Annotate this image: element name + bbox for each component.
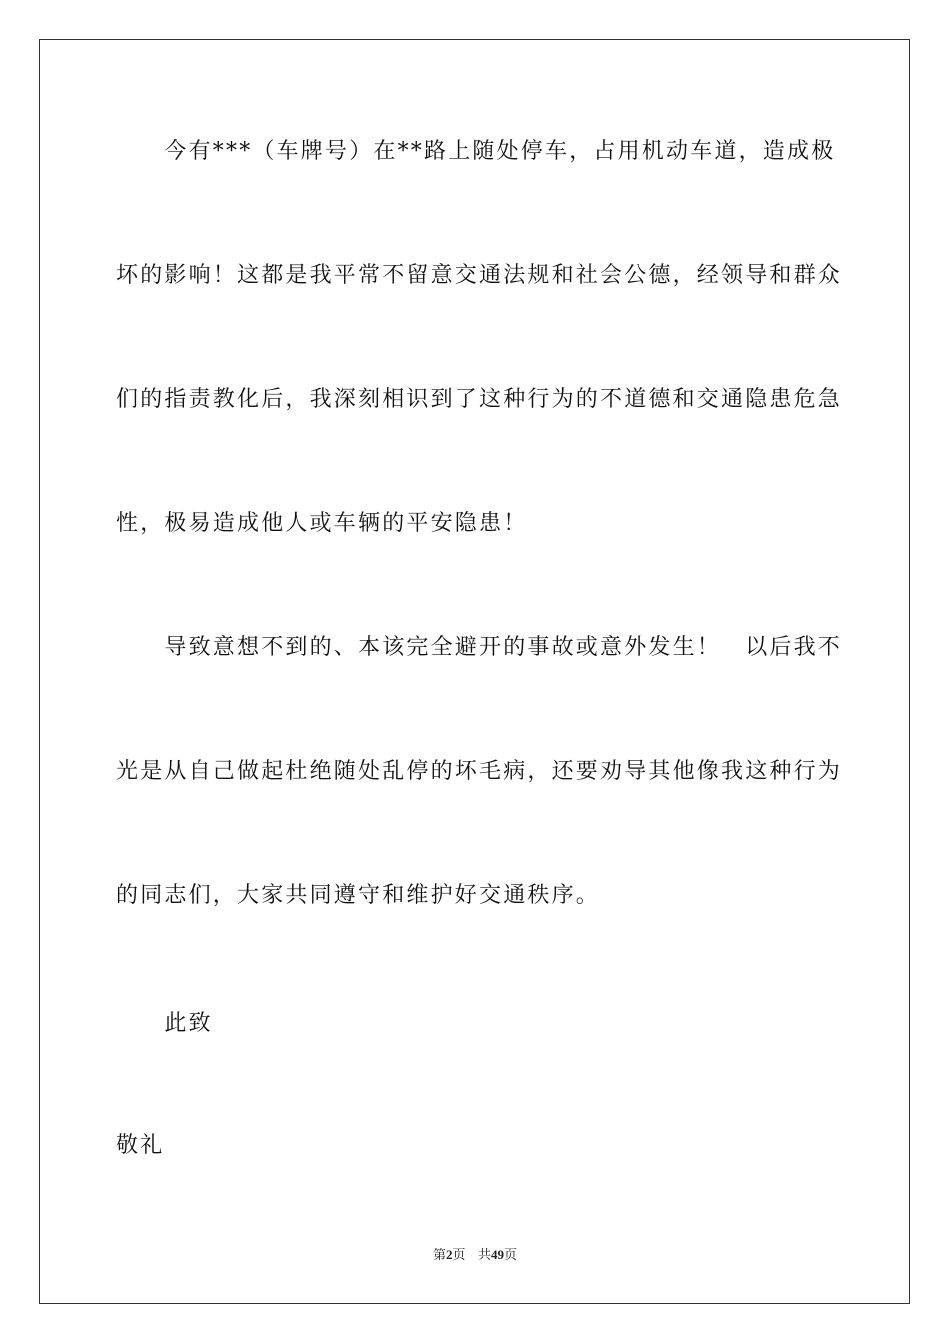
closing-salutation: 此致	[116, 1011, 213, 1036]
body-line-7: 的同志们，大家共同遵守和维护好交通秩序。	[116, 883, 601, 908]
body-line-3: 们的指责教化后，我深刻相识到了这种行为的不道德和交通隐患危急	[116, 387, 843, 412]
body-line-5: 导致意想不到的、本该完全避开的事故或意外发生！ 以后我不	[116, 635, 843, 660]
body-line-6: 光是从自己做起杜绝随处乱停的坏毛病，还要劝导其他像我这种行为	[116, 759, 843, 784]
total-pages: 49	[490, 1247, 504, 1262]
page-suffix: 页	[452, 1248, 466, 1263]
page-prefix: 第	[433, 1248, 447, 1263]
closing-regards: 敬礼	[116, 1133, 165, 1158]
body-line-1: 今有***（车牌号）在**路上随处停车，占用机动车道，造成极	[116, 139, 836, 164]
total-prefix: 共	[477, 1248, 491, 1263]
total-suffix: 页	[503, 1248, 517, 1263]
page-number: 2	[446, 1247, 453, 1262]
body-line-4: 性，极易造成他人或车辆的平安隐患！	[116, 511, 528, 536]
body-line-2: 坏的影响！这都是我平常不留意交通法规和社会公德，经领导和群众	[116, 263, 843, 288]
page-border	[39, 39, 910, 1304]
page-footer	[0, 1246, 950, 1265]
